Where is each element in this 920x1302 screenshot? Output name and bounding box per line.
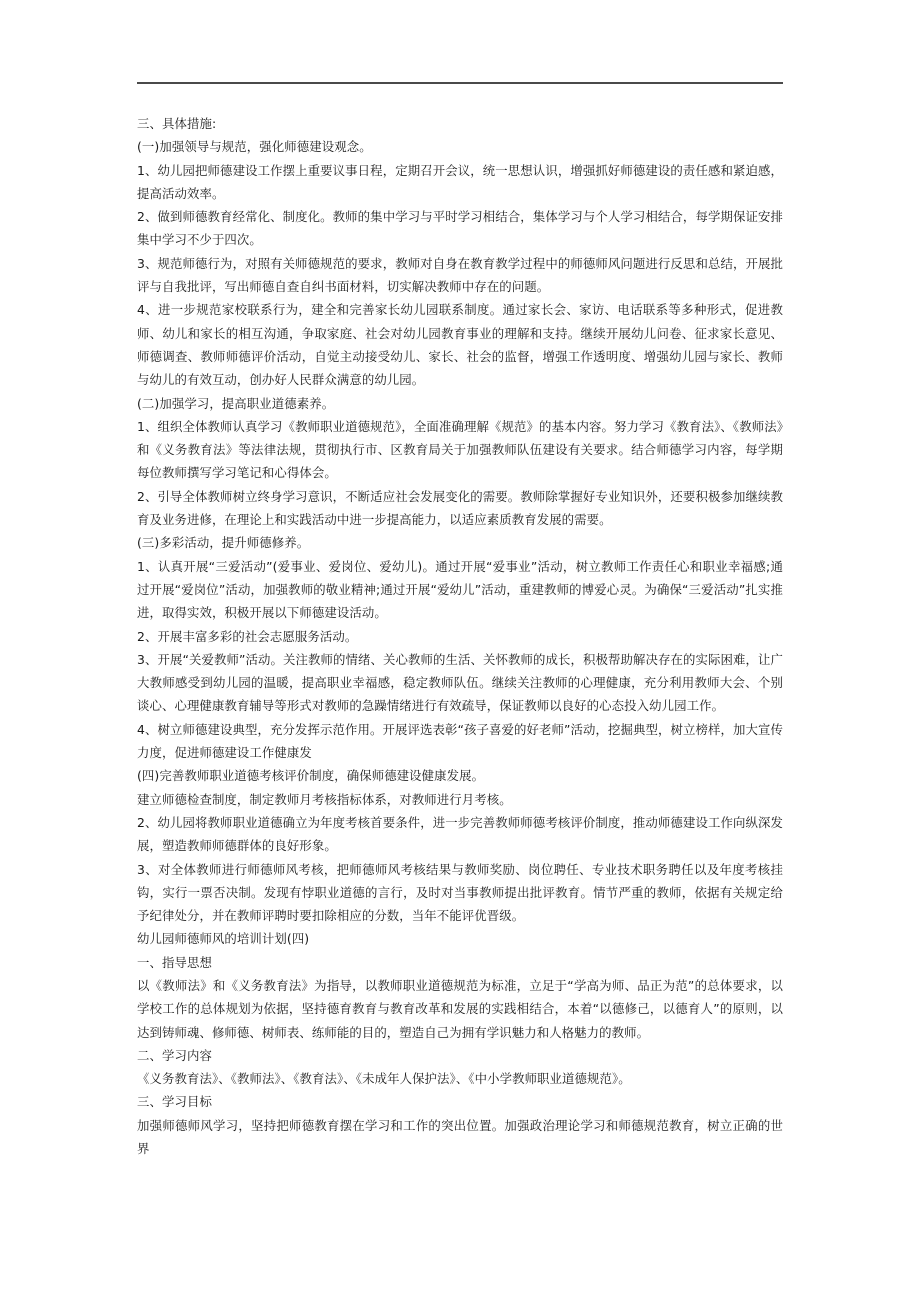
- paragraph: 加强师德师风学习，坚持把师德教育摆在学习和工作的突出位置。加强政治理论学习和师德规范教育，树立正确的世界: [137, 1117, 783, 1157]
- subsection-heading: (二)加强学习，提高职业道德素养。: [137, 395, 335, 411]
- paragraph: 3、规范师德行为，对照有关师德规范的要求，教师对自身在教育教学过程中的师德师风问题进行反思和总结，开展批评与自我批评，写出师德自查自纠书面材料，切实解决教师中存在的问题。: [137, 255, 783, 295]
- paragraph: 建立师德检查制度，制定教师月考核指标体系，对教师进行月考核。: [137, 791, 512, 807]
- paragraph: 2、幼儿园将教师职业道德确立为年度考核首要条件，进一步完善教师师德考核评价制度，推动师德建设工作向纵深发展，塑造教师师德群体的良好形象。: [137, 814, 783, 854]
- subsection-heading: (一)加强领导与规范，强化师德建设观念。: [137, 139, 372, 155]
- paragraph: 3、开展“关爱教师”活动。关注教师的情绪、关心教师的生活、关怀教师的成长，积极帮助解决存在的实际困难，让广大教师感受到幼儿园的温暖，提高职业幸福感，稳定教师队伍。继续关注教师的心理健康，充分利用教师大会、个别谈心、心理健康教育辅导等形式对教师的急躁情绪进行有效疏导，保证教师以良好的心态投入幼儿园工作。: [137, 651, 783, 714]
- document-body: [137, 112, 783, 1160]
- paragraph: 2、引导全体教师树立终身学习意识，不断适应社会发展变化的需要。教师除掌握好专业知识外，还要积极参加继续教育及业务进修，在理论上和实践活动中进一步提高能力，以适应素质教育发展的需要。: [137, 488, 783, 528]
- paragraph: 1、组织全体教师认真学习《教师职业道德规范》，全面准确理解《规范》的基本内容。努力学习《教育法》、《教师法》和《义务教育法》等法律法规，贯彻执行市、区教育局关于加强教师队伍建设有关要求。结合师德学习内容，每学期每位教师撰写学习笔记和心得体会。: [137, 418, 783, 481]
- paragraph: 1、认真开展“三爱活动”(爱事业、爱岗位、爱幼儿)。通过开展“爱事业”活动，树立教师工作责任心和职业幸福感;通过开展“爱岗位”活动，加强教师的敬业精神;通过开展“爱幼儿”活动，重建教师的博爱心灵。为确保“三爱活动”扎实推进，取得实效，积极开展以下师德建设活动。: [137, 558, 783, 621]
- paragraph: 2、开展丰富多彩的社会志愿服务活动。: [137, 628, 358, 644]
- paragraph: 3、对全体教师进行师德师风考核，把师德师风考核结果与教师奖励、岗位聘任、专业技术职务聘任以及年度考核挂钩，实行一票否决制。发现有悖职业道德的言行，及时对当事教师提出批评教育。情节严重的教师，依据有关规定给予纪律处分，并在教师评聘时要扣除相应的分数，当年不能评优晋级。: [137, 861, 783, 924]
- section-heading: 二、学习内容: [137, 1047, 212, 1063]
- paragraph: 4、树立师德建设典型，充分发挥示范作用。开展评选表彰“孩子喜爱的好老师”活动，挖掘典型，树立榜样，加大宣传力度，促进师德建设工作健康发: [137, 721, 783, 761]
- paragraph: 4、进一步规范家校联系行为，建全和完善家长幼儿园联系制度。通过家长会、家访、电话联系等多种形式，促进教师、幼儿和家长的相互沟通，争取家庭、社会对幼儿园教育事业的理解和支持。继续开展幼儿问卷、征求家长意见、师德调查、教师师德评价活动，自觉主动接受幼儿、家长、社会的监督，增强工作透明度、增强幼儿园与家长、教师与幼儿的有效互动，创办好人民群众满意的幼儿园。: [137, 302, 783, 388]
- header-rule: [137, 82, 783, 84]
- document-subtitle: 幼儿园师德师风的培训计划(四): [137, 931, 310, 947]
- paragraph: 1、幼儿园把师德建设工作摆上重要议事日程，定期召开会议，统一思想认识，增强抓好师德建设的责任感和紧迫感，提高活动效率。: [137, 162, 783, 201]
- paragraph: 2、做到师德教育经常化、制度化。教师的集中学习与平时学习相结合，集体学习与个人学习相结合，每学期保证安排集中学习不少于四次。: [137, 209, 783, 248]
- section-heading: 一、指导思想: [137, 954, 212, 970]
- paragraph: 《义务教育法》、《教师法》、《教育法》、《未成年人保护法》、《中小学教师职业道德规范》。: [137, 1071, 631, 1087]
- subsection-heading: (四)完善教师职业道德考核评价制度，确保师德建设健康发展。: [137, 768, 485, 784]
- paragraph: 以《教师法》和《义务教育法》为指导，以教师职业道德规范为标准，立足于“学高为师、品正为范”的总体要求，以学校工作的总体规划为依据，坚持德育教育与教育改革和发展的实践相结合，本着“以德修己，以德育人”的原则，以达到铸师魂、修师德、树师表、练师能的目的，塑造自己为拥有学识魅力和人格魅力的教师。: [137, 977, 783, 1040]
- subsection-heading: (三)多彩活动，提升师德修养。: [137, 535, 310, 551]
- section-heading: 三、具体措施:: [137, 116, 217, 131]
- section-heading: 三、学习目标: [137, 1094, 212, 1110]
